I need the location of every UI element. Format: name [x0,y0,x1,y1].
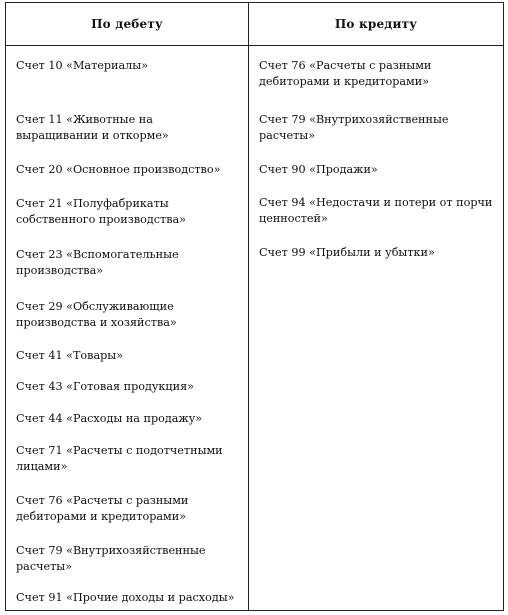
debit-entry: Счет 43 «Готовая продукция» [16,380,194,393]
document-page [5,2,503,610]
table-header-row [6,3,504,46]
table-body-row [6,46,504,611]
credit-entry: Счет 76 «Расчеты с разными дебиторами и кредиторами» [259,59,432,88]
credit-column [249,46,504,611]
debit-entry: Счет 21 «Полуфабрикаты собственного производства» [16,197,187,226]
credit-entry: Счет 79 «Внутрихозяйственные расчеты» [259,113,449,142]
debit-entries-list [6,46,248,610]
accounts-correspondence-table [5,2,504,611]
debit-entry: Счет 29 «Обслуживающие производства и хозяйства» [16,300,177,329]
credit-entries-list [249,46,503,265]
debit-entry: Счет 20 «Основное производство» [16,163,221,176]
debit-column-header: По дебету [6,3,249,46]
debit-entry: Счет 79 «Внутрихозяйственные расчеты» [16,544,206,573]
debit-entry: Счет 91 «Прочие доходы и расходы» [16,591,235,604]
credit-column-header: По кредиту [249,3,504,46]
credit-entry: Счет 99 «Прибыли и убытки» [259,246,435,259]
debit-entry: Счет 76 «Расчеты с разными дебиторами и кредиторами» [16,494,189,523]
credit-entry: Счет 94 «Недостачи и потери от порчи ценностей» [259,196,493,225]
debit-entry: Счет 10 «Материалы» [16,59,149,72]
debit-entry: Счет 44 «Расходы на продажу» [16,412,203,425]
credit-entry: Счет 90 «Продажи» [259,163,378,176]
debit-entry: Счет 41 «Товары» [16,349,124,362]
debit-entry: Счет 11 «Животные на выращивании и откорме» [16,113,169,142]
debit-entry: Счет 71 «Расчеты с подотчетными лицами» [16,444,223,473]
debit-entry: Счет 23 «Вспомогательные производства» [16,248,179,277]
debit-column [6,46,249,611]
